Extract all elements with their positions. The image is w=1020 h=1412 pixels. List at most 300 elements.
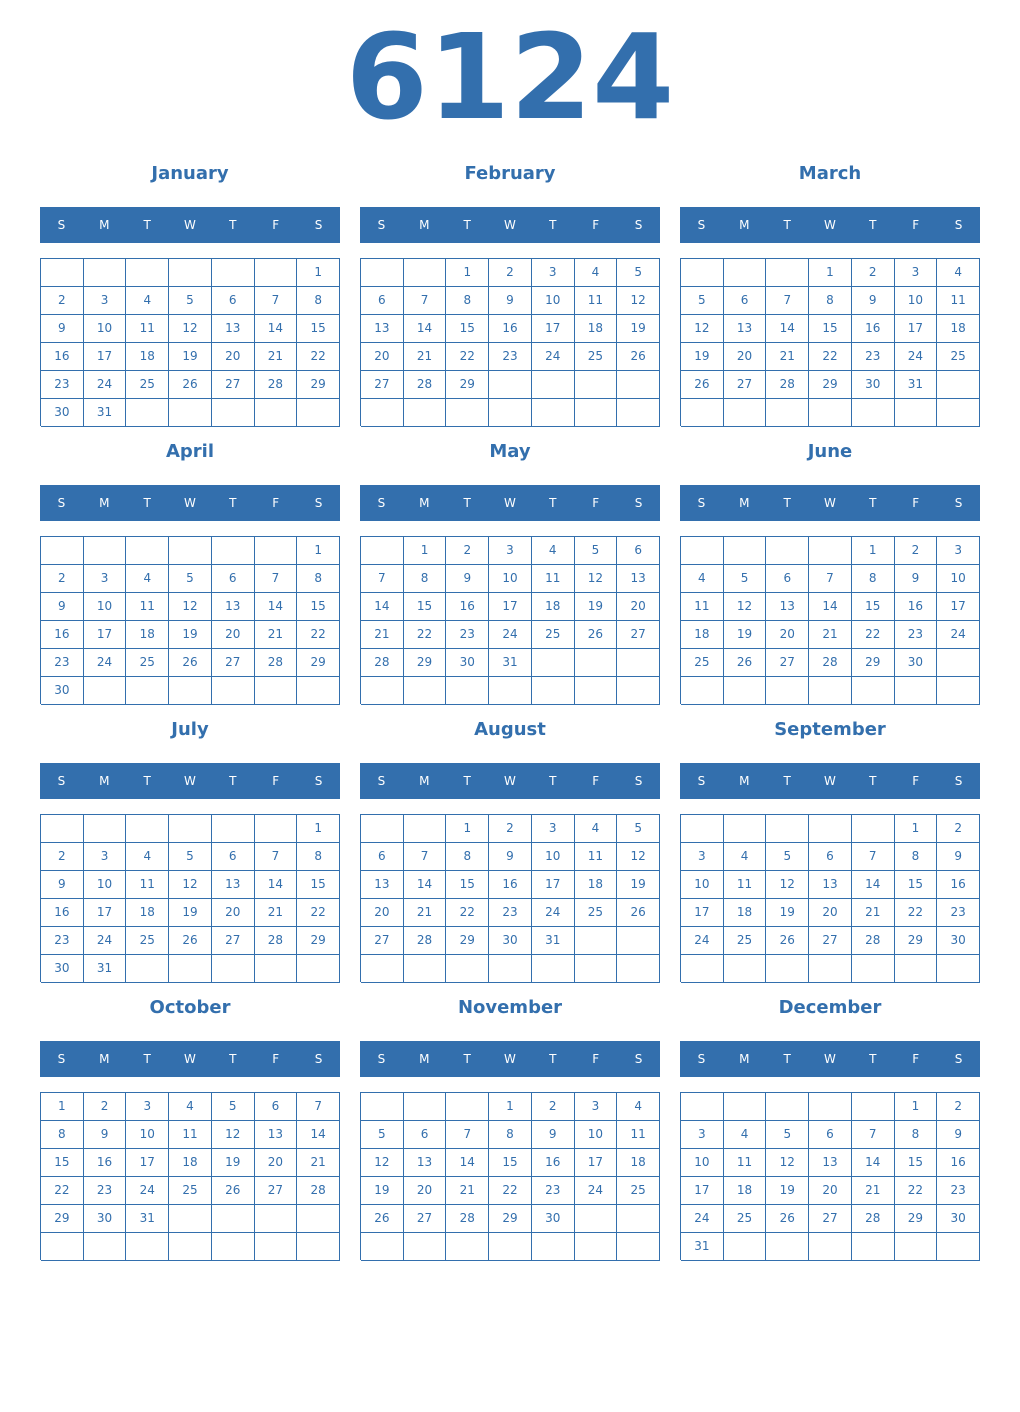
weekday-label: S (57, 218, 66, 232)
day-cell: 24 (895, 343, 938, 371)
month-november (360, 992, 660, 1270)
day-cell: 23 (937, 1177, 980, 1205)
weekday-label: T (229, 496, 237, 510)
day-cell (84, 537, 127, 565)
day-cell (446, 1093, 489, 1121)
day-cell: 18 (126, 621, 169, 649)
weekday-label: S (954, 496, 963, 510)
weekday-header (40, 485, 340, 521)
day-cell: 15 (895, 1149, 938, 1177)
day-cell: 8 (895, 1121, 938, 1149)
day-cell: 7 (766, 287, 809, 315)
day-cell (404, 259, 447, 287)
day-cell (489, 399, 532, 427)
day-cell: 1 (41, 1093, 84, 1121)
day-cell: 27 (404, 1205, 447, 1233)
month-august (360, 714, 660, 992)
day-cell: 20 (361, 899, 404, 927)
day-cell (255, 677, 298, 705)
day-cell: 24 (532, 899, 575, 927)
day-cell: 14 (255, 871, 298, 899)
day-cell: 30 (41, 955, 84, 983)
day-cell: 23 (895, 621, 938, 649)
day-cell: 5 (169, 565, 212, 593)
weekday-label: M (739, 774, 750, 788)
weekday-header (680, 207, 980, 243)
day-cell: 18 (575, 871, 618, 899)
day-cell: 1 (446, 259, 489, 287)
day-cell: 8 (297, 843, 340, 871)
weekday-label: T (869, 218, 877, 232)
day-cell (724, 955, 767, 983)
day-cell: 7 (255, 843, 298, 871)
day-cell: 1 (809, 259, 852, 287)
day-cell (724, 1233, 767, 1261)
day-cell: 27 (361, 927, 404, 955)
day-cell: 14 (297, 1121, 340, 1149)
day-cell: 15 (297, 315, 340, 343)
day-cell: 6 (404, 1121, 447, 1149)
weekday-label: S (377, 774, 386, 788)
day-cell: 1 (852, 537, 895, 565)
day-cell (724, 677, 767, 705)
weekday-label: F (912, 774, 920, 788)
day-cell: 31 (84, 955, 127, 983)
day-cell: 10 (84, 315, 127, 343)
day-cell (766, 399, 809, 427)
day-cell (126, 815, 169, 843)
day-cell: 3 (532, 815, 575, 843)
day-cell: 22 (446, 343, 489, 371)
day-cell: 19 (766, 1177, 809, 1205)
month-title: April (165, 441, 215, 462)
month-title: September (774, 719, 886, 740)
day-cell: 22 (852, 621, 895, 649)
day-cell: 29 (297, 927, 340, 955)
day-cell: 13 (724, 315, 767, 343)
day-cell: 13 (361, 315, 404, 343)
day-cell (361, 537, 404, 565)
day-cell: 3 (489, 537, 532, 565)
day-cell: 16 (895, 593, 938, 621)
day-cell: 12 (169, 315, 212, 343)
day-cell: 28 (361, 649, 404, 677)
day-cell: 26 (766, 927, 809, 955)
month-may (360, 436, 660, 714)
weekday-label: T (143, 496, 151, 510)
day-cell: 24 (489, 621, 532, 649)
day-cell (126, 399, 169, 427)
day-cell: 16 (937, 1149, 980, 1177)
day-cell: 22 (446, 899, 489, 927)
day-cell (489, 955, 532, 983)
day-cell: 5 (361, 1121, 404, 1149)
day-cell: 4 (575, 259, 618, 287)
day-cell: 3 (532, 259, 575, 287)
day-cell: 1 (489, 1093, 532, 1121)
day-cell: 23 (41, 927, 84, 955)
day-cell: 13 (766, 593, 809, 621)
day-cell: 14 (852, 1149, 895, 1177)
day-cell: 10 (575, 1121, 618, 1149)
day-cell: 20 (809, 1177, 852, 1205)
day-cell: 27 (724, 371, 767, 399)
day-cell: 21 (255, 343, 298, 371)
day-cell: 16 (489, 315, 532, 343)
weekday-label: W (184, 218, 196, 232)
day-cell (446, 955, 489, 983)
day-cell (126, 259, 169, 287)
day-cell: 3 (575, 1093, 618, 1121)
day-cell: 18 (126, 899, 169, 927)
day-cell (809, 399, 852, 427)
weekday-label: T (463, 774, 471, 788)
day-cell (126, 537, 169, 565)
day-cell: 20 (212, 343, 255, 371)
day-cell: 27 (809, 1205, 852, 1233)
day-cell (575, 1205, 618, 1233)
month-title: December (778, 997, 882, 1018)
day-cell (937, 399, 980, 427)
day-cell: 7 (852, 843, 895, 871)
day-cell: 15 (404, 593, 447, 621)
day-cell (895, 1233, 938, 1261)
day-cell: 1 (404, 537, 447, 565)
day-cell (255, 1205, 298, 1233)
day-cell: 9 (41, 871, 84, 899)
day-cell: 18 (575, 315, 618, 343)
day-cell: 3 (84, 843, 127, 871)
day-cell (212, 1233, 255, 1261)
day-cell (361, 677, 404, 705)
day-cell: 11 (724, 1149, 767, 1177)
weekday-label: T (229, 1052, 237, 1066)
weekday-label: T (783, 774, 791, 788)
day-cell: 23 (532, 1177, 575, 1205)
day-cell: 12 (766, 871, 809, 899)
day-cell: 14 (255, 315, 298, 343)
day-grid (40, 1092, 340, 1260)
day-cell (617, 955, 660, 983)
month-june (680, 436, 980, 714)
day-cell (532, 399, 575, 427)
day-cell: 10 (532, 287, 575, 315)
day-cell: 13 (617, 565, 660, 593)
weekday-label: S (634, 774, 643, 788)
day-cell (766, 955, 809, 983)
weekday-label: S (697, 1052, 706, 1066)
day-cell: 11 (126, 593, 169, 621)
day-cell: 23 (84, 1177, 127, 1205)
day-cell (617, 677, 660, 705)
day-cell (361, 1093, 404, 1121)
day-cell: 24 (681, 1205, 724, 1233)
day-cell: 9 (489, 287, 532, 315)
day-cell (297, 1233, 340, 1261)
weekday-label: W (504, 496, 516, 510)
day-cell (169, 399, 212, 427)
day-cell: 2 (446, 537, 489, 565)
day-cell (617, 649, 660, 677)
day-cell: 22 (297, 343, 340, 371)
day-cell (766, 1233, 809, 1261)
day-cell: 30 (937, 927, 980, 955)
day-cell (575, 649, 618, 677)
day-cell: 13 (212, 315, 255, 343)
weekday-label: T (143, 774, 151, 788)
day-cell: 10 (84, 593, 127, 621)
day-cell: 6 (809, 1121, 852, 1149)
weekday-label: F (912, 218, 920, 232)
months-grid (40, 158, 980, 1270)
day-grid (40, 536, 340, 704)
weekday-label: T (549, 218, 557, 232)
day-cell (41, 815, 84, 843)
weekday-label: T (463, 218, 471, 232)
day-cell (255, 399, 298, 427)
day-cell: 28 (404, 371, 447, 399)
day-cell: 16 (84, 1149, 127, 1177)
month-title: July (171, 719, 209, 740)
month-title: August (474, 719, 546, 740)
day-cell: 8 (404, 565, 447, 593)
day-cell: 13 (212, 871, 255, 899)
day-cell: 12 (681, 315, 724, 343)
day-cell: 9 (84, 1121, 127, 1149)
day-cell (575, 1233, 618, 1261)
day-cell: 9 (852, 287, 895, 315)
weekday-header (360, 1041, 660, 1077)
day-grid (680, 814, 980, 982)
day-cell: 12 (169, 871, 212, 899)
weekday-label: F (592, 774, 600, 788)
day-cell (169, 955, 212, 983)
day-cell: 11 (937, 287, 980, 315)
day-cell: 7 (361, 565, 404, 593)
day-cell: 16 (41, 621, 84, 649)
day-cell: 1 (895, 815, 938, 843)
day-cell: 16 (937, 871, 980, 899)
day-cell: 28 (255, 371, 298, 399)
day-cell: 24 (575, 1177, 618, 1205)
day-cell: 9 (937, 1121, 980, 1149)
day-cell: 2 (852, 259, 895, 287)
weekday-label: S (57, 496, 66, 510)
weekday-label: S (377, 496, 386, 510)
day-cell: 6 (766, 565, 809, 593)
day-cell: 20 (724, 343, 767, 371)
day-cell: 31 (84, 399, 127, 427)
day-cell: 3 (937, 537, 980, 565)
day-cell: 2 (41, 843, 84, 871)
weekday-label: S (314, 496, 323, 510)
day-cell: 2 (41, 565, 84, 593)
month-title: March (798, 163, 862, 184)
day-cell: 29 (809, 371, 852, 399)
day-cell: 4 (169, 1093, 212, 1121)
weekday-label: M (739, 218, 750, 232)
day-cell: 7 (255, 287, 298, 315)
day-cell: 2 (895, 537, 938, 565)
day-cell: 19 (724, 621, 767, 649)
day-cell: 15 (852, 593, 895, 621)
day-cell: 29 (297, 371, 340, 399)
day-cell (575, 927, 618, 955)
month-september (680, 714, 980, 992)
day-cell: 23 (852, 343, 895, 371)
day-cell (681, 677, 724, 705)
day-cell: 13 (212, 593, 255, 621)
day-cell (937, 371, 980, 399)
day-cell: 12 (212, 1121, 255, 1149)
day-cell: 2 (84, 1093, 127, 1121)
weekday-label: W (504, 218, 516, 232)
day-cell: 17 (575, 1149, 618, 1177)
day-cell: 8 (41, 1121, 84, 1149)
day-cell: 29 (852, 649, 895, 677)
day-cell: 7 (297, 1093, 340, 1121)
month-march (680, 158, 980, 436)
day-cell: 15 (446, 871, 489, 899)
day-cell: 26 (766, 1205, 809, 1233)
day-cell: 29 (895, 927, 938, 955)
day-cell: 13 (255, 1121, 298, 1149)
day-cell (212, 259, 255, 287)
year-title: 6124 (345, 8, 675, 146)
day-cell: 15 (297, 871, 340, 899)
day-cell: 20 (404, 1177, 447, 1205)
day-cell (724, 1093, 767, 1121)
day-cell: 20 (361, 343, 404, 371)
day-cell: 7 (404, 843, 447, 871)
day-cell (297, 677, 340, 705)
day-cell (404, 955, 447, 983)
day-cell: 14 (446, 1149, 489, 1177)
day-cell: 10 (532, 843, 575, 871)
day-cell (361, 955, 404, 983)
day-cell: 19 (681, 343, 724, 371)
day-cell: 20 (809, 899, 852, 927)
day-cell: 19 (617, 871, 660, 899)
day-cell: 26 (617, 899, 660, 927)
day-cell: 9 (41, 315, 84, 343)
day-cell (84, 815, 127, 843)
day-cell: 1 (297, 537, 340, 565)
day-cell: 29 (446, 371, 489, 399)
day-cell: 27 (766, 649, 809, 677)
day-cell: 2 (489, 815, 532, 843)
day-cell: 21 (361, 621, 404, 649)
day-cell: 5 (617, 815, 660, 843)
day-cell: 24 (681, 927, 724, 955)
day-cell: 6 (212, 287, 255, 315)
day-cell: 18 (169, 1149, 212, 1177)
day-cell (809, 1233, 852, 1261)
day-cell (937, 955, 980, 983)
day-cell: 26 (169, 649, 212, 677)
weekday-label: W (184, 1052, 196, 1066)
day-cell (766, 1093, 809, 1121)
weekday-label: T (143, 218, 151, 232)
day-cell (681, 259, 724, 287)
weekday-label: W (184, 774, 196, 788)
day-cell: 17 (126, 1149, 169, 1177)
day-grid (360, 536, 660, 704)
day-cell: 25 (724, 1205, 767, 1233)
day-cell: 8 (297, 565, 340, 593)
weekday-label: T (549, 1052, 557, 1066)
day-cell: 8 (297, 287, 340, 315)
day-cell: 17 (895, 315, 938, 343)
month-february (360, 158, 660, 436)
day-cell: 14 (404, 871, 447, 899)
weekday-label: W (504, 774, 516, 788)
weekday-header (680, 1041, 980, 1077)
day-cell: 5 (169, 843, 212, 871)
day-cell: 5 (617, 259, 660, 287)
day-grid (40, 258, 340, 426)
weekday-label: F (592, 496, 600, 510)
day-cell: 25 (681, 649, 724, 677)
day-cell: 9 (446, 565, 489, 593)
weekday-label: S (314, 1052, 323, 1066)
day-cell (532, 677, 575, 705)
day-cell: 25 (126, 927, 169, 955)
day-cell: 30 (937, 1205, 980, 1233)
day-cell: 20 (212, 621, 255, 649)
weekday-label: M (419, 774, 430, 788)
weekday-label: T (869, 496, 877, 510)
day-cell: 6 (361, 287, 404, 315)
day-cell: 28 (255, 649, 298, 677)
day-cell (852, 815, 895, 843)
weekday-label: T (783, 496, 791, 510)
day-cell: 11 (617, 1121, 660, 1149)
day-grid (680, 536, 980, 704)
day-cell: 17 (489, 593, 532, 621)
month-july (40, 714, 340, 992)
day-cell (809, 677, 852, 705)
day-cell (724, 259, 767, 287)
day-cell: 25 (126, 649, 169, 677)
weekday-label: M (419, 1052, 430, 1066)
day-cell: 3 (895, 259, 938, 287)
day-cell: 20 (255, 1149, 298, 1177)
day-cell (446, 677, 489, 705)
day-cell: 25 (937, 343, 980, 371)
day-cell: 26 (169, 371, 212, 399)
day-cell (532, 649, 575, 677)
day-cell: 22 (895, 1177, 938, 1205)
day-cell: 28 (809, 649, 852, 677)
day-cell: 11 (126, 871, 169, 899)
day-cell: 29 (489, 1205, 532, 1233)
weekday-label: T (229, 218, 237, 232)
day-cell: 15 (895, 871, 938, 899)
weekday-label: T (143, 1052, 151, 1066)
month-title: February (464, 163, 556, 184)
day-cell: 26 (681, 371, 724, 399)
day-cell (169, 537, 212, 565)
day-grid (680, 258, 980, 426)
weekday-label: T (549, 774, 557, 788)
day-cell: 27 (212, 927, 255, 955)
day-cell: 21 (404, 343, 447, 371)
day-cell: 4 (575, 815, 618, 843)
day-cell: 1 (895, 1093, 938, 1121)
day-cell (297, 1205, 340, 1233)
day-cell: 22 (809, 343, 852, 371)
